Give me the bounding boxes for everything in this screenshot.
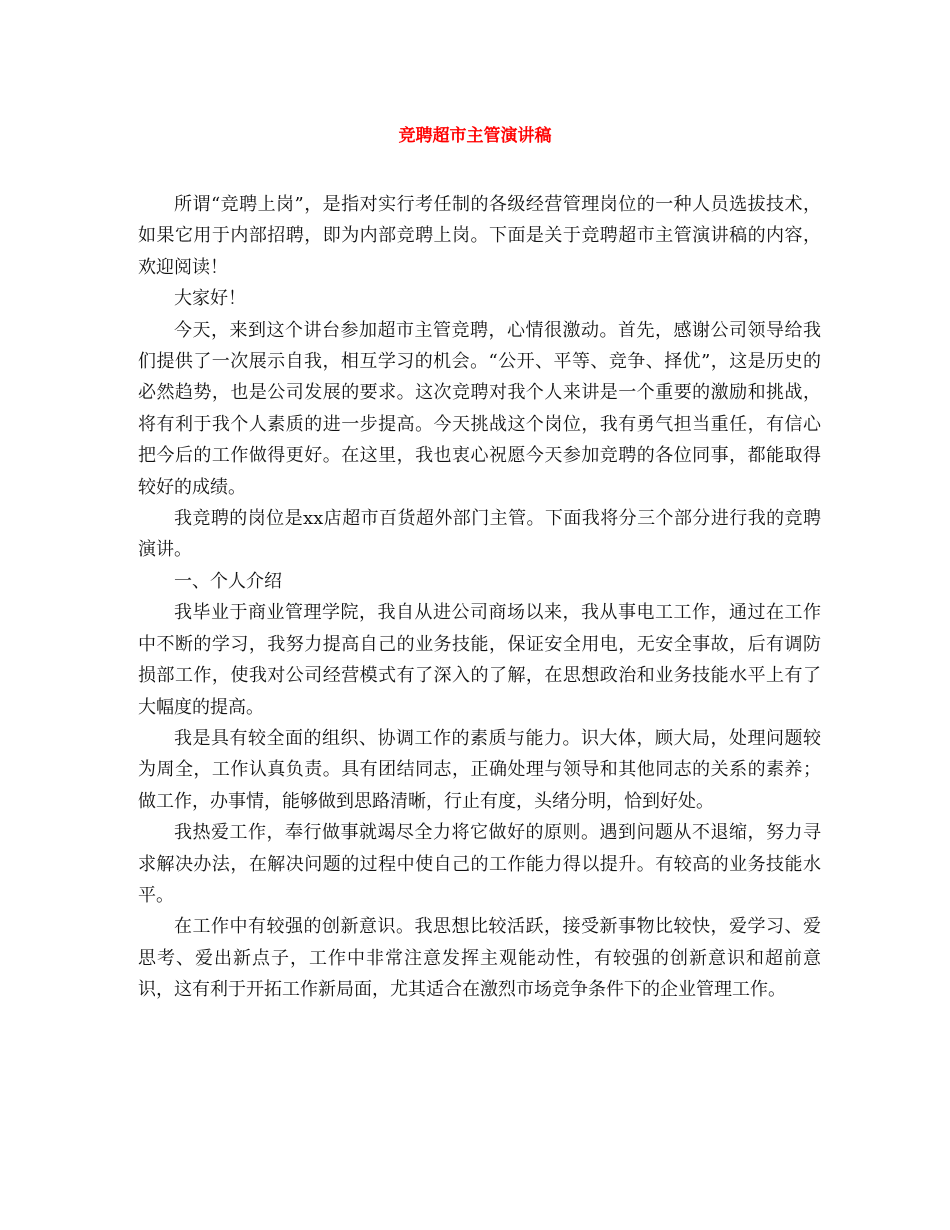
paragraph-work-attitude: 我热爱工作，奉行做事就竭尽全力将它做好的原则。遇到问题从不退缩，努力寻求解决办法，在解决问题的过程中使自己的工作能力得以提升。有较高的业务技能水平。 <box>138 822 821 906</box>
paragraph-opening: 今天，来到这个讲台参加超市主管竞聘，心情很激动。首先，感谢公司领导给我们提供了一次展示自我，相互学习的机会。“公开、平等、竞争、择优”，这是历史的必然趋势，也是公司发展的要求。这次竞聘对我个人来讲是一个重要的激励和挑战，将有利于我个人素质的进一步提高。今天挑战这个岗位，我有勇气担当重任，有信心把今后的工作做得更好。在这里，我也衷心祝愿今天参加竞聘的各位同事，都能取得较好的成绩。 <box>138 319 821 498</box>
paragraph-position: 我竞聘的岗位是xx店超市百货超外部门主管。下面我将分三个部分进行我的竞聘演讲。 <box>138 508 821 561</box>
paragraph-background: 我毕业于商业管理学院，我自从进公司商场以来，我从事电工工作，通过在工作中不断的学习，我努力提高自己的业务技能，保证安全用电，无安全事故，后有调防损部工作，使我对公司经营模式有了深入的了解，在思想政治和业务技能水平上有了大幅度的提高。 <box>138 602 821 718</box>
paragraph-abilities: 我是具有较全面的组织、协调工作的素质与能力。识大体，顾大局，处理问题较为周全，工作认真负责。具有团结同志，正确处理与领导和其他同志的关系的素养；做工作，办事情，能够做到思路清晰，行止有度，头绪分明，恰到好处。 <box>138 727 821 812</box>
section-heading-personal-intro: 一、个人介绍 <box>174 570 282 592</box>
document-title: 竞聘超市主管演讲稿 <box>398 126 552 146</box>
document-body <box>138 189 821 1006</box>
paragraph-intro: 所谓“竞聘上岗”，是指对实行考任制的各级经营管理岗位的一种人员选拔技术，如果它用于内部招聘，即为内部竞聘上岗。下面是关于竞聘超市主管演讲稿的内容，欢迎阅读！ <box>138 194 821 278</box>
paragraph-innovation: 在工作中有较强的创新意识。我思想比较活跃，接受新事物比较快，爱学习、爱思考、爱出新点子，工作中非常注意发挥主观能动性，有较强的创新意识和超前意识，这有利于开拓工作新局面，尤其适合在激烈市场竞争条件下的企业管理工作。 <box>138 916 821 1001</box>
paragraph-greeting: 大家好！ <box>174 288 246 310</box>
